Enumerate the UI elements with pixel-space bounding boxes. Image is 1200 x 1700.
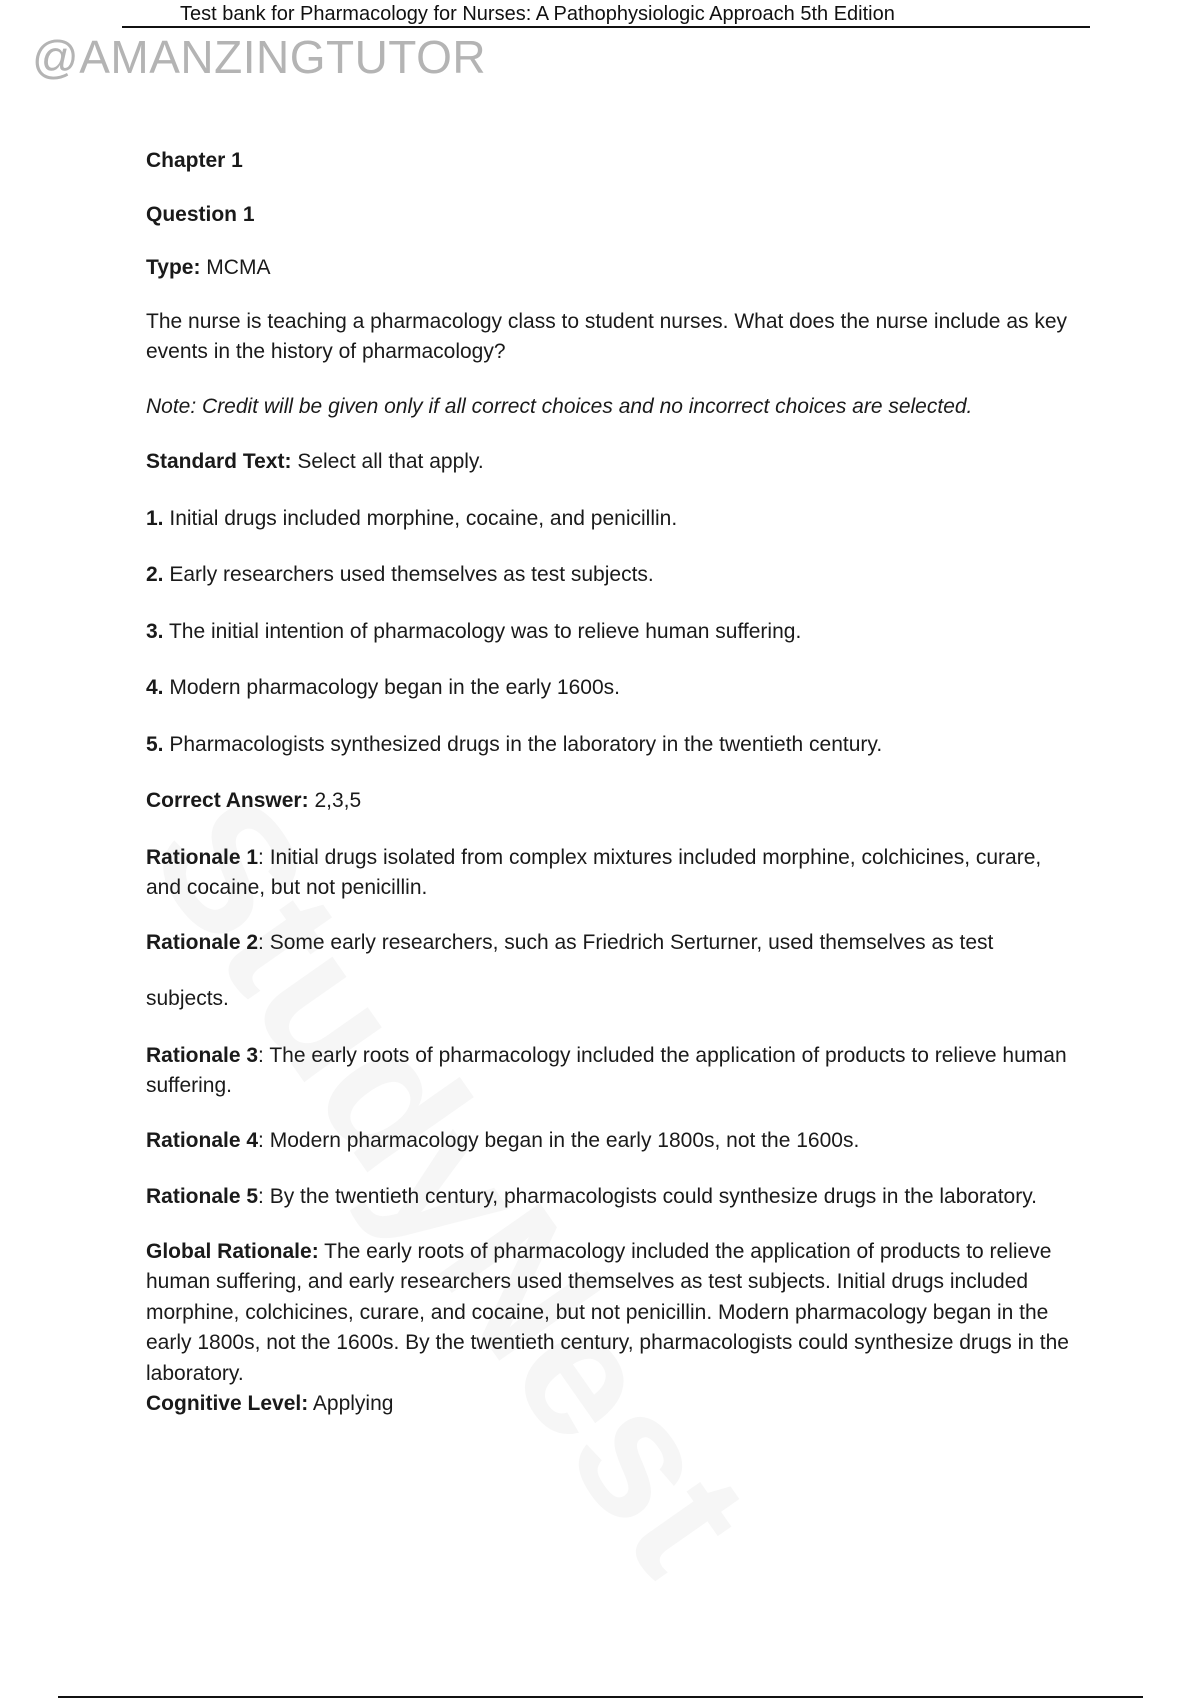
rationale-text: : Modern pharmacology began in the early 1800s, not the 1600s. bbox=[258, 1128, 860, 1152]
chapter-heading: Chapter 1 bbox=[146, 149, 243, 172]
rationale-label: Rationale 5 bbox=[146, 1185, 259, 1208]
rationale-label: Rationale 4 bbox=[146, 1128, 259, 1152]
rationale-text: : Initial drugs isolated from complex mixtures included morphine, colchicines, curare, and cocaine, but not penicillin. bbox=[146, 845, 1042, 899]
running-header: Test bank for Pharmacology for Nurses: A Pathophysiologic Approach 5th Edition bbox=[180, 3, 895, 25]
option-text: Early researchers used themselves as test subjects. bbox=[169, 563, 654, 586]
option-text: Modern pharmacology began in the early 1600s. bbox=[169, 676, 620, 699]
option-number: 4. bbox=[146, 676, 164, 699]
rationale-label: Rationale 2 bbox=[146, 930, 259, 954]
cognitive-level-label: Cognitive Level: bbox=[146, 1392, 309, 1415]
option-number: 5. bbox=[146, 732, 164, 756]
option-text: Pharmacologists synthesized drugs in the laboratory in the twentieth century. bbox=[169, 732, 883, 756]
global-rationale-text: The early roots of pharmacology included the application of products to relieve human suffering, and early researchers used themselves as test subjects. Initial drugs included morphine, colchicines, curare, and cocaine, but not penicillin. Modern pharmacology began in the early 1800s, not the 1600s. By the twentieth century, pharmacologists could synthesize drugs in the laboratory. bbox=[146, 1239, 1069, 1385]
option-text: Initial drugs included morphine, cocaine, and penicillin. bbox=[169, 506, 678, 530]
option-number: 3. bbox=[146, 619, 164, 643]
rationale-label: Rationale 3 bbox=[146, 1043, 259, 1067]
option-number: 2. bbox=[146, 563, 164, 586]
global-rationale-label: Global Rationale: bbox=[146, 1239, 319, 1263]
rationale-1 bbox=[146, 843, 1076, 904]
rationale-5 bbox=[146, 1182, 1076, 1213]
rationale-text: : By the twentieth century, pharmacologists could synthesize drugs in the laboratory. bbox=[258, 1185, 1038, 1208]
standard-text bbox=[146, 447, 1076, 478]
question-content bbox=[146, 146, 1076, 1420]
cognitive-level bbox=[146, 1389, 1076, 1420]
cognitive-level-value: Applying bbox=[312, 1392, 394, 1415]
rationale-2 bbox=[146, 928, 1076, 959]
answer-option bbox=[146, 617, 1076, 648]
footer-rule bbox=[58, 1696, 1143, 1698]
answer-option bbox=[146, 673, 1076, 704]
standard-text-label: Standard Text: bbox=[146, 450, 292, 473]
option-number: 1. bbox=[146, 506, 164, 530]
rationale-text: : The early roots of pharmacology included the application of products to relieve human suffering. bbox=[146, 1043, 1067, 1097]
question-heading: Question 1 bbox=[146, 202, 255, 226]
answer-option bbox=[146, 730, 1076, 761]
question-stem: The nurse is teaching a pharmacology class to student nurses. What does the nurse include as key events in the history of pharmacology? bbox=[146, 309, 1068, 363]
type-label: Type: bbox=[146, 256, 201, 279]
rationale-4 bbox=[146, 1126, 1076, 1157]
rationale-text: : Some early researchers, such as Friedrich Serturner, used themselves as test bbox=[258, 930, 994, 954]
rationale-label: Rationale 1 bbox=[146, 845, 259, 869]
global-rationale bbox=[146, 1237, 1076, 1390]
rationale-2-continued: subjects. bbox=[146, 987, 229, 1010]
scoring-note: Note: Credit will be given only if all correct choices and no incorrect choices are selected. bbox=[146, 394, 973, 418]
correct-answer-value: 2,3,5 bbox=[314, 789, 362, 812]
type-value: MCMA bbox=[206, 256, 271, 279]
standard-text-value: Select all that apply. bbox=[297, 450, 484, 473]
correct-answer bbox=[146, 786, 1076, 817]
header-rule bbox=[122, 26, 1090, 28]
question-type bbox=[146, 253, 1076, 284]
correct-answer-label: Correct Answer: bbox=[146, 789, 309, 812]
rationale-3 bbox=[146, 1041, 1076, 1102]
answer-option bbox=[146, 560, 1076, 591]
tutor-watermark: @AMANZINGTUTOR bbox=[32, 31, 487, 83]
answer-option bbox=[146, 504, 1076, 535]
option-text: The initial intention of pharmacology was to relieve human suffering. bbox=[168, 619, 802, 643]
